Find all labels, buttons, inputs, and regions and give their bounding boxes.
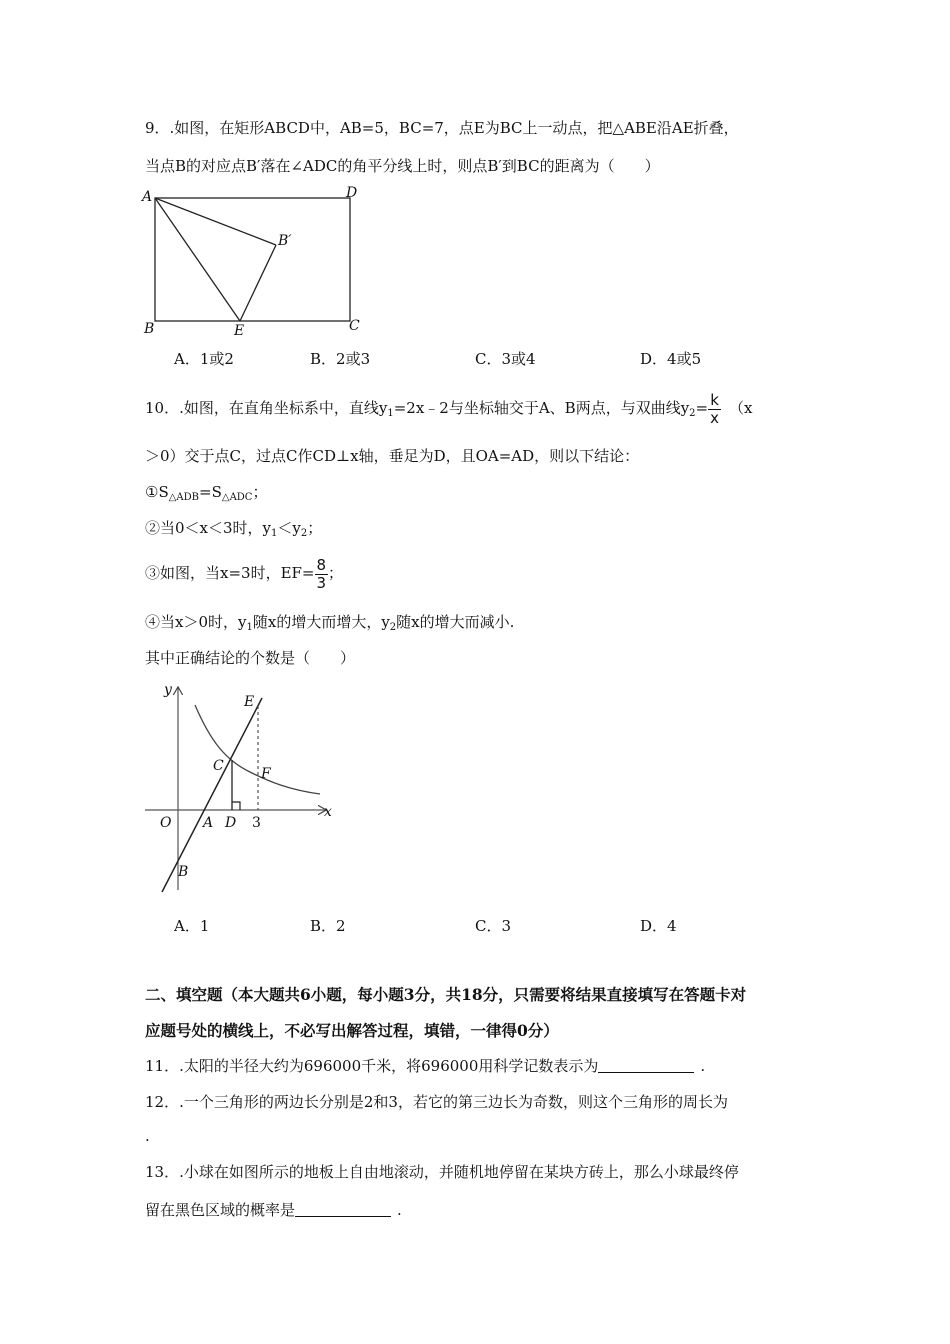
q9-option-a: A．1或2: [174, 350, 234, 368]
q10-label-o: O: [160, 815, 172, 831]
fraction-8-over-3: $\frac{8}{3}$: [316, 555, 327, 592]
q10-question: 其中正确结论的个数是（ ）: [145, 649, 356, 667]
q10-conclusion-3: ③如图，当x=3时，EF= $\frac{8}{3}$ ；: [145, 555, 344, 592]
q11-answer-blank[interactable]: [598, 1058, 694, 1073]
q10-line2: ＞0）交于点C，过点C作CD⊥x轴，垂足为D，且OA=AD，则以下结论：: [145, 447, 640, 465]
q10-label-c: C: [213, 758, 224, 774]
q9-option-b: B．2或3: [310, 350, 371, 368]
q10-label-b: B: [178, 864, 189, 880]
q9-label-a: A: [142, 189, 153, 205]
q10-conclusion-2: ②当0＜x＜3时，$y_1<y_2$；: [145, 519, 323, 539]
q10-conclusion-4: ④当x＞0时，$y_1$随x的增大而增大，$y_2$随x的增大而减小.: [145, 613, 515, 633]
q12: 12．.一个三角形的两边长分别是2和3，若它的第三边长为奇数，则这个三角形的周长为: [145, 1093, 728, 1111]
q12-end: .: [145, 1127, 150, 1145]
q13-answer-blank[interactable]: [295, 1202, 391, 1217]
q13-line2: 留在黑色区域的概率是 .: [145, 1201, 402, 1219]
q10-label-y: y: [164, 682, 172, 698]
q9-label-d: D: [346, 185, 358, 201]
q10-label-x: x: [324, 804, 332, 820]
section2-heading-line2: 应题号处的横线上，不必写出解答过程，填错，一律得0分）: [145, 1021, 559, 1040]
q9-label-bprime: B′: [278, 233, 292, 249]
q9-line1: 9．.如图，在矩形ABCD中，AB=5，BC=7，点E为BC上一动点，把△ABE沿AE折叠，: [145, 119, 739, 137]
q9-label-e: E: [234, 323, 245, 339]
q13-line1: 13．.小球在如图所示的地板上自由地滚动，并随机地停留在某块方砖上，那么小球最终停: [145, 1163, 739, 1181]
q9-option-c: C．3或4: [475, 350, 536, 368]
q11: 11．.太阳的半径大约为696000千米，将696000用科学记数表示为 .: [145, 1057, 706, 1075]
q9-line2: 当点B的对应点B′落在∠ADC的角平分线上时，则点B′到BC的距离为（ ）: [145, 157, 660, 175]
q10-option-c: C．3: [475, 917, 512, 935]
q10-conclusion-1: $①S_{\triangle ADB}=S_{\triangle ADC}$；: [145, 483, 268, 503]
q9-label-c: C: [349, 318, 360, 334]
q10-option-a: A．1: [174, 917, 210, 935]
q10-label-f: F: [261, 766, 271, 782]
q10-coordinate-figure: [140, 680, 340, 900]
q10-option-d: D．4: [640, 917, 677, 935]
q10-label-a: A: [203, 815, 214, 831]
q9-option-d: D．4或5: [640, 350, 702, 368]
q9-rectangle-figure: [138, 183, 373, 341]
q9-label-b: B: [144, 321, 155, 337]
fraction-k-over-x: $\frac{k}{x}$: [710, 390, 720, 427]
q10-label-d: D: [225, 815, 237, 831]
section2-heading-line1: 二、填空题（本大题共6小题，每小题3分，共18分，只需要将结果直接填写在答题卡对: [145, 985, 747, 1004]
q10-option-b: B．2: [310, 917, 346, 935]
q10-label-e: E: [244, 694, 255, 710]
q10-label-3: 3: [252, 815, 261, 831]
q10-line1: 10．.如图，在直角坐标系中，直线$y_1=2x﹣2$与坐标轴交于A、B两点，与双曲线$y_2=$ $\frac{k}{x}$ （x: [145, 390, 753, 427]
